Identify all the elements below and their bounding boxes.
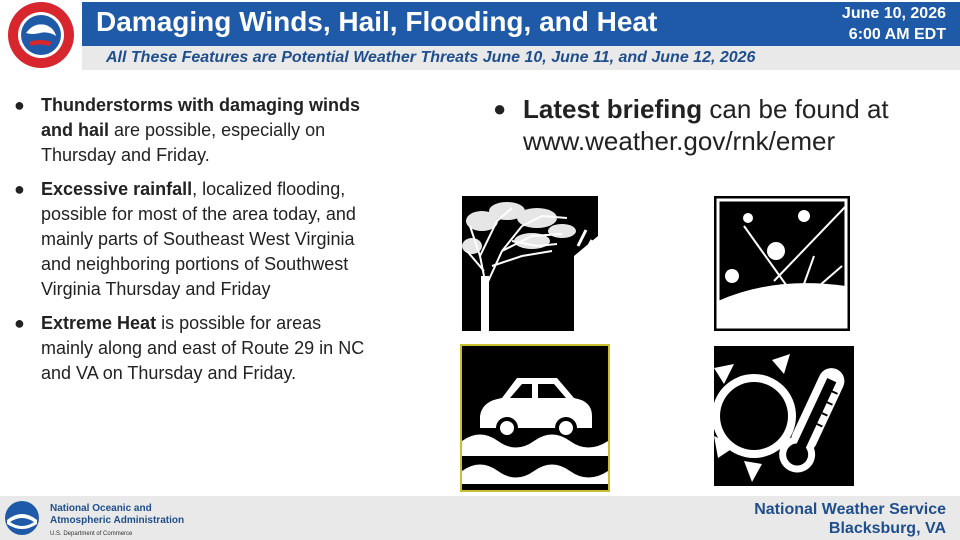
noaa-logo [4, 500, 40, 536]
title-bar [82, 2, 960, 46]
agency-line-1: National Oceanic and [50, 503, 152, 514]
issue-time: 6:00 AM EDT [848, 26, 946, 43]
briefing-text[interactable]: can be found at www.weather.gov/rnk/emer [523, 94, 889, 156]
subtitle-bar [82, 46, 960, 70]
bullet-dot: ● [14, 313, 25, 333]
bullet-dot: ● [14, 95, 25, 115]
page-subtitle: All These Features are Potential Weather Threats June 10, June 11, and June 12, 2026 [106, 49, 756, 66]
footer [0, 496, 960, 540]
bullet-bold: Excessive rainfall [41, 179, 193, 199]
issue-date: June 10, 2026 [841, 5, 946, 22]
bullet-bold: Thunderstorms with damaging winds and hail [41, 95, 361, 140]
header [0, 0, 960, 70]
department-name: U.S. Department of Commerce [50, 531, 133, 537]
hail-icon [714, 196, 850, 331]
bullet-dot: ● [493, 96, 507, 121]
briefing-bold: Latest briefing [523, 94, 703, 124]
briefing-note [493, 93, 933, 157]
nws-logo [4, 0, 78, 70]
page-title: Damaging Winds, Hail, Flooding, and Heat [96, 6, 658, 37]
office-name [754, 500, 946, 538]
office-line-1: National Weather Service [754, 501, 946, 518]
bullet-text: is possible for areas mainly along and east of Route 29 in NC and VA on Thursday and Friday. [41, 313, 365, 383]
wind-tree-icon [462, 196, 598, 331]
flood-car-icon [460, 344, 610, 492]
issue-datetime [842, 3, 946, 45]
bullet-heat [14, 311, 374, 386]
bullet-text: , localized flooding, possible for most of the area today, and mainly parts of Southeast West Virginia and neighboring portions of Southwest Virginia Thursday and Friday [41, 179, 356, 299]
bullet-dot: ● [14, 179, 25, 199]
bullet-rainfall [14, 177, 374, 302]
bullet-text: are possible, especially on Thursday and Friday. [41, 120, 326, 165]
agency-name [50, 503, 184, 540]
bullet-bold: Extreme Heat [41, 313, 157, 333]
heat-thermometer-icon [714, 346, 854, 486]
agency-line-2: Atmospheric Administration [50, 515, 185, 526]
bullet-thunderstorms [14, 93, 374, 168]
threat-list [14, 93, 374, 395]
office-line-2: Blacksburg, VA [828, 520, 946, 537]
